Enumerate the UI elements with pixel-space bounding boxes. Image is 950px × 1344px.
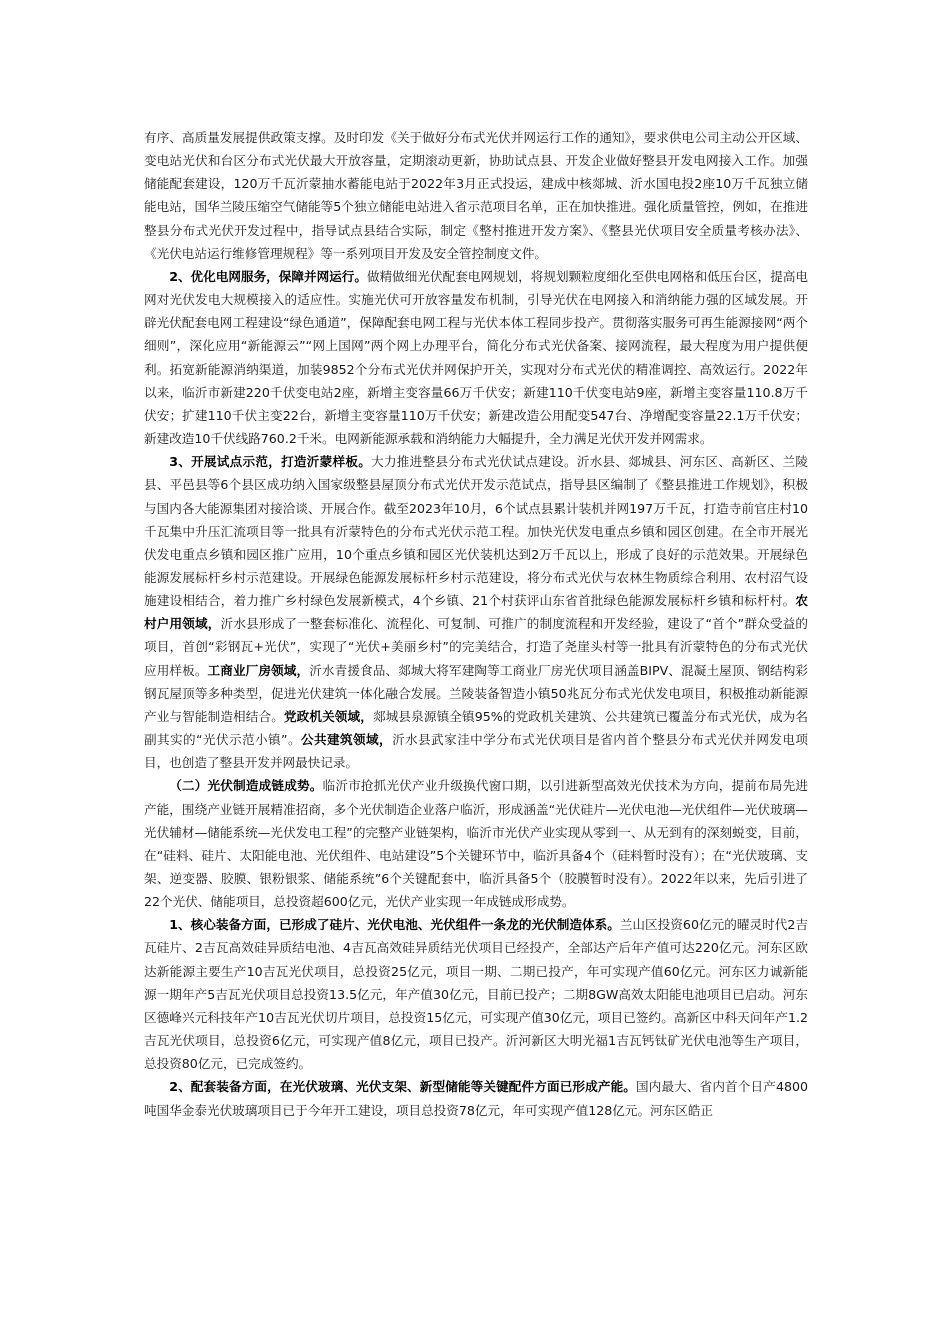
paragraph-manufacturing-chain: [144, 774, 808, 913]
inline-heading-public: 公共建筑领域，: [301, 732, 393, 748]
section-heading: 3、开展试点示范，打造沂蒙样板。: [169, 454, 372, 470]
document-page: [144, 126, 808, 1122]
text-run: 兰山区投资60亿元的曜灵时代2吉瓦硅片、2吉瓦高效硅异质结电池、4吉瓦高效硅异质结光伏项目已经投产，全部达产后年产值可达220亿元。河东区欧达新能源主要生产10吉瓦光伏项目，总投资25亿元，项目一期、二期已投产，年可实现产值60亿元。河东区力诚新能源一期年产5吉瓦光伏项目总投资13.5亿元，年产值30亿元，目前已投产；二期8GW高效太阳能电池项目已启动。河东区德峰兴元科技年产10吉瓦光伏切片项目，总投资15亿元，可实现产值30亿元，项目已签约。高新区中科天问年产1.2吉瓦光伏项目，总投资6亿元，可实现产值8亿元，项目已投产。沂河新区大明光福1吉瓦钙钛矿光伏电池等生产项目，总投资80亿元，已完成签约。: [144, 917, 808, 1072]
paragraph-policy-support: [144, 126, 808, 265]
section-heading: 2、配套装备方面，在光伏玻璃、光伏支架、新型储能等关键配件方面已形成产能。: [169, 1079, 637, 1095]
text-run: 沂水青援食品、郯城大将军建陶等工商业厂房光伏项目涵盖BIPV、混凝土屋顶、钢结构彩钢瓦屋顶等多种类型，促进光伏建筑一体化融合发展。兰陵装备智造小镇50兆瓦分布式光伏发电项目，积极推动新能源产业与智能制造相结合。: [144, 662, 808, 724]
text-run: 做精做细光伏配套电网规划，将规划颗粒度细化至供电网格和低压台区，提高电网对光伏发电大规模接入的适应性。实施光伏可开放容量发布机制，引导光伏在电网接入和消纳能力强的区域发展。开辟光伏配套电网工程建设“绿色通道”，保障配套电网工程与光伏本体工程同步投产。贯彻落实服务可再生能源接网“两个细则”，深化应用“新能源云”“网上国网”两个网上办理平台，简化分布式光伏备案、接网流程，最大程度为用户提供便利。拓宽新能源消纳渠道，加装9852个分布式光伏并网保护开关，实现对分布式光伏的精准调控、高效运行。2022年以来，临沂市新建220千伏变电站2座，新增主变容量66万千伏安；新建110千伏变电站9座，新增主变容量110.8万千伏安；扩建110千伏主变22台，新增主变容量110万千伏安；新建改造公用配变547台、净增配变容量22.1万千伏安；新建改造10千伏线路760.2千米。电网新能源承载和消纳能力大幅提升，全力满足光伏开发并网需求。: [144, 268, 809, 447]
paragraph-grid-service: [144, 265, 808, 450]
text-run: 沂水县形成了一整套标准化、流程化、可复制、可推广的制度流程和开发经验，建设了“首个”群众受益的项目，首创“彩钢瓦+光伏”，实现了“光伏+美丽乡村”的完美结合，打造了尧崖头村等一批具有沂蒙特色的分布式光伏应用样板。: [144, 616, 808, 678]
text-run: 沂水县武家洼中学分布式光伏项目是省内首个整县分布式光伏并网发电项目，也创造了整县开发并网最快记录。: [144, 732, 808, 771]
inline-heading-rural: 农村户用领域，: [144, 593, 808, 632]
paragraph-supporting-equipment: [144, 1075, 808, 1121]
inline-heading-government: 党政机关领域，: [283, 708, 373, 724]
text-run: 国内最大、省内首个日产4800吨国华金泰光伏玻璃项目已于今年开工建设，项目总投资78亿元，年可实现产值128亿元。河东区皓正: [144, 1079, 808, 1118]
text-run: 临沂市抢抓光伏产业升级换代窗口期，以引进新型高效光伏技术为方向，提前布局先进产能，围绕产业链开展精准招商，多个光伏制造企业落户临沂，形成涵盖“光伏硅片—光伏电池—光伏组件—光伏玻璃—光伏辅材—储能系统—光伏发电工程”的完整产业链架构，临沂市光伏产业实现从零到一、从无到有的深刻蜕变，目前，在“硅料、硅片、太阳能电池、光伏组件、电站建设”5个关键环节中，临沂具备4个（硅料暂时没有）；在“光伏玻璃、支架、逆变器、胶膜、银粉银浆、储能系统”6个关键配套中，临沂具备5个（胶膜暂时没有）。2022年以来，先后引进了22个光伏、储能项目，总投资超600亿元，光伏产业实现一年成链成形成势。: [144, 778, 809, 910]
paragraph-pilot-demo: [144, 450, 808, 774]
section-heading: 2、优化电网服务，保障并网运行。: [169, 268, 367, 284]
inline-heading-industrial: 工商业厂房领域，: [207, 662, 310, 678]
section-heading: （二）光伏制造成链成势。: [169, 778, 323, 794]
text-run: 大力推进整县分布式光伏试点建设。沂水县、郯城县、河东区、高新区、兰陵县、平邑县等6个县区成功纳入国家级整县屋顶分布式光伏开发示范试点，指导县区编制了《整县推进工作规划》，积极与国内各大能源集团对接洽谈、开展合作。截至2023年10月，6个试点县累计装机并网197万千瓦，打造寺前官庄村10千瓦集中升压汇流项目等一批具有沂蒙特色的分布式光伏示范工程。加快光伏发电重点乡镇和园区创建。在全市开展光伏发电重点乡镇和园区推广应用，10个重点乡镇和园区光伏装机达到2万千瓦以上，形成了良好的示范效果。开展绿色能源发展标杆乡村示范建设。开展绿色能源发展标杆乡村示范建设，将分布式光伏与农林生物质综合利用、农村沼气设施建设相结合，着力推广乡村绿色发展新模式，4个乡镇、21个村获评山东省首批绿色能源发展标杆乡镇和标杆村。: [144, 454, 809, 609]
text-run: 郯城县泉源镇全镇95%的党政机关建筑、公共建筑已覆盖分布式光伏，成为名副其实的“光伏示范小镇”。: [144, 708, 809, 748]
paragraph-core-equipment: [144, 913, 808, 1075]
section-heading: 1、核心装备方面，已形成了硅片、光伏电池、光伏组件一条龙的光伏制造体系。: [169, 917, 620, 933]
text-run: 有序、高质量发展提供政策支撑。及时印发《关于做好分布式光伏并网运行工作的通知》，要求供电公司主动公开区域、变电站光伏和台区分布式光伏最大开放容量，定期滚动更新，协助试点县、开发企业做好整县开发电网接入工作。加强储能配套建设，120万千瓦沂蒙抽水蓄能电站于2022年3月正式投运，建成中核郯城、沂水国电投2座10万千瓦独立储能电站，国华兰陵压缩空气储能等5个独立储能电站进入省示范项目名单，正在加快推进。强化质量管控，例如，在推进整县分布式光伏开发过程中，指导试点县结合实际，制定《整村推进开发方案》、《整县光伏项目安全质量考核办法》、《光伏电站运行维修管理规程》等一系列项目开发及安全管控制度文件。: [144, 130, 808, 261]
